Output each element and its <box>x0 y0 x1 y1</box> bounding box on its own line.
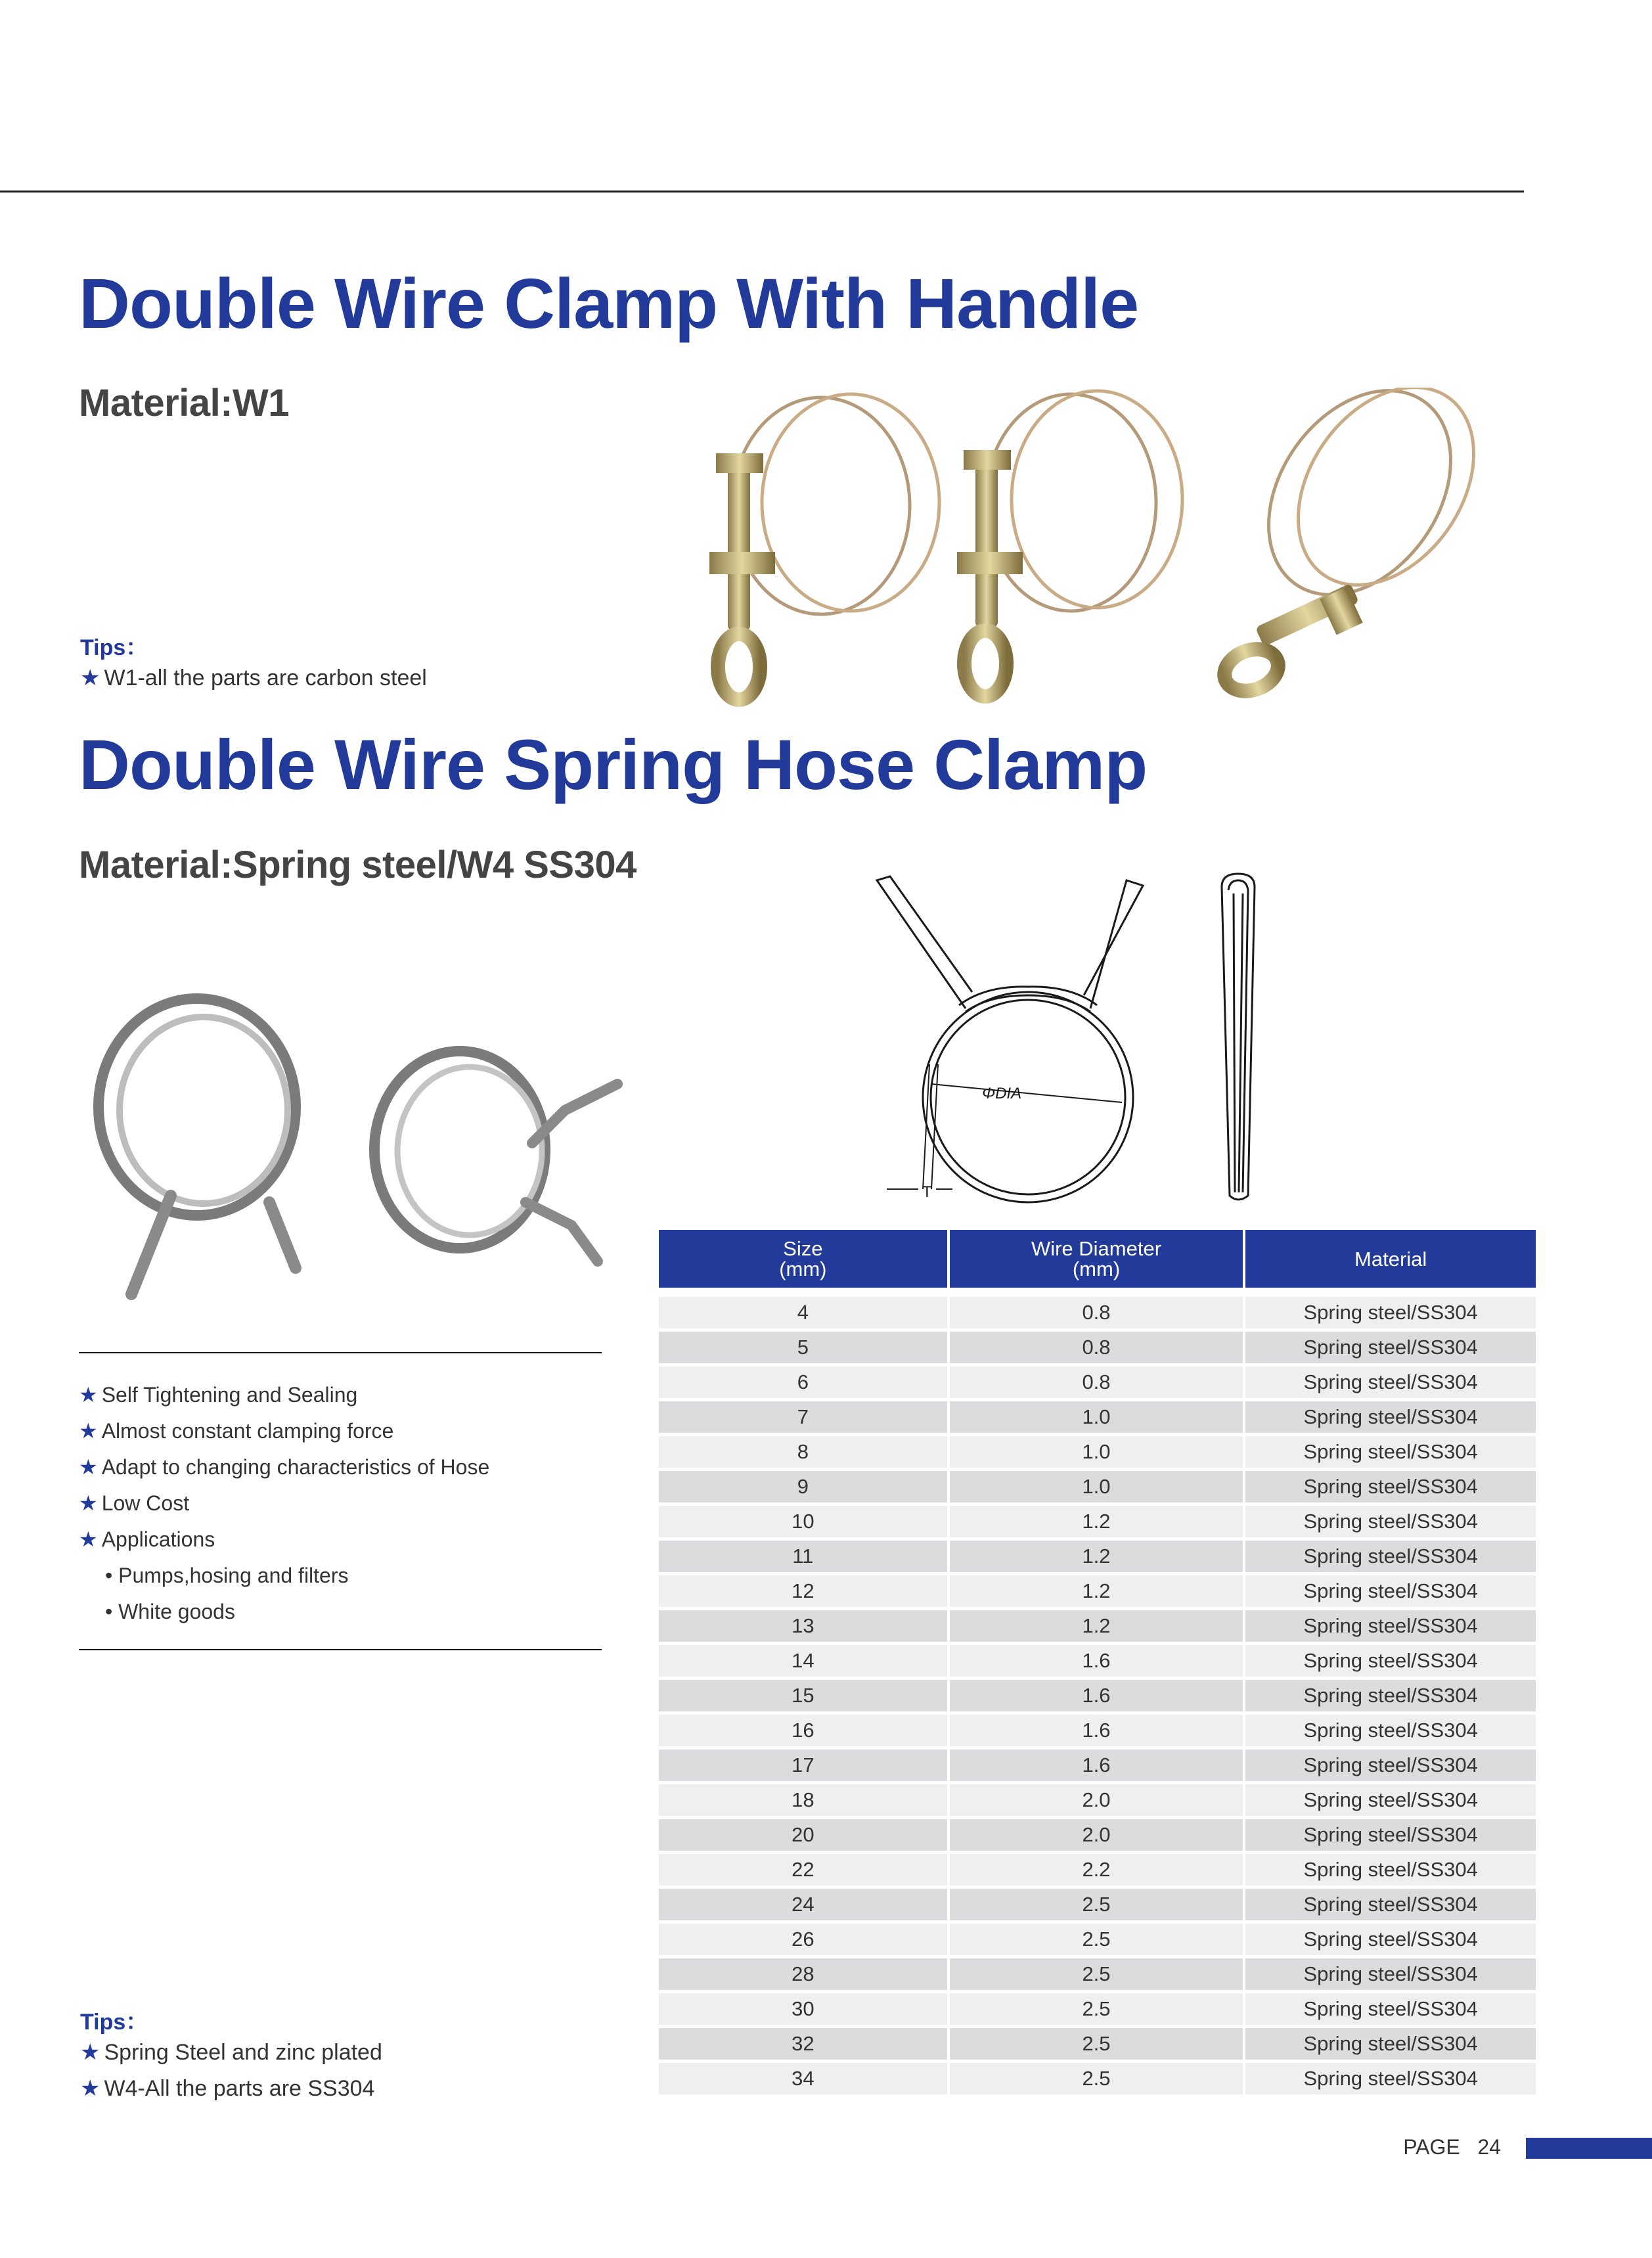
cell-wire-diameter: 1.6 <box>950 1715 1243 1746</box>
table-row <box>659 1924 1536 1955</box>
cell-material: Spring steel/SS304 <box>1245 2028 1536 2060</box>
feature-item: ★ Applications <box>79 1527 215 1551</box>
cell-material: Spring steel/SS304 <box>1245 1506 1536 1537</box>
cell-wire-diameter: 0.8 <box>950 1297 1243 1328</box>
cell-size: 12 <box>659 1575 947 1607</box>
star-icon: ★ <box>80 666 100 690</box>
clamp-photo-1 <box>709 394 939 700</box>
top-rule <box>0 191 1524 192</box>
cell-material: Spring steel/SS304 <box>1245 1680 1536 1711</box>
table-row <box>659 1471 1536 1502</box>
cell-size: 16 <box>659 1715 947 1746</box>
cell-size: 34 <box>659 2063 947 2094</box>
cell-size: 13 <box>659 1610 947 1642</box>
cell-wire-diameter: 1.0 <box>950 1436 1243 1468</box>
table-row <box>659 1750 1536 1781</box>
cell-wire-diameter: 1.2 <box>950 1506 1243 1537</box>
cell-size: 8 <box>659 1436 947 1468</box>
cell-wire-diameter: 2.0 <box>950 1784 1243 1816</box>
table-row <box>659 1610 1536 1642</box>
cell-wire-diameter: 1.2 <box>950 1541 1243 1572</box>
header-wire-diameter: Wire Diameter (mm) <box>950 1230 1243 1288</box>
cell-wire-diameter: 0.8 <box>950 1332 1243 1363</box>
cell-material: Spring steel/SS304 <box>1245 1401 1536 1433</box>
cell-material: Spring steel/SS304 <box>1245 1889 1536 1920</box>
application-item: • Pumps,hosing and filters <box>105 1564 349 1587</box>
page-number: PAGE 24 <box>1403 2135 1501 2159</box>
diagram-t-label: T <box>922 1183 932 1201</box>
cell-size: 18 <box>659 1784 947 1816</box>
cell-size: 28 <box>659 1958 947 1990</box>
star-icon: ★ <box>79 1527 98 1551</box>
section1-tip: ★ W1-all the parts are carbon steel <box>80 666 427 690</box>
cell-wire-diameter: 2.2 <box>950 1854 1243 1885</box>
cell-wire-diameter: 1.6 <box>950 1645 1243 1677</box>
star-icon: ★ <box>79 1419 98 1443</box>
cell-size: 30 <box>659 1993 947 2025</box>
table-row <box>659 2028 1536 2060</box>
section2-tip: ★ Spring Steel and zinc plated <box>80 2040 382 2065</box>
table-row <box>659 1541 1536 1572</box>
cell-material: Spring steel/SS304 <box>1245 1541 1536 1572</box>
section1-title: Double Wire Clamp With Handle <box>79 263 1139 343</box>
spring-hose-clamp-photo <box>72 979 637 1301</box>
cell-wire-diameter: 2.5 <box>950 1924 1243 1955</box>
header-material: Material <box>1245 1230 1536 1288</box>
cell-wire-diameter: 1.0 <box>950 1471 1243 1502</box>
cell-material: Spring steel/SS304 <box>1245 1645 1536 1677</box>
spring-clamp-diagram <box>867 867 1274 1215</box>
cell-wire-diameter: 1.0 <box>950 1401 1243 1433</box>
cell-material: Spring steel/SS304 <box>1245 1993 1536 2025</box>
cell-material: Spring steel/SS304 <box>1245 1575 1536 1607</box>
cell-wire-diameter: 1.6 <box>950 1680 1243 1711</box>
table-row <box>659 1332 1536 1363</box>
table-row <box>659 1889 1536 1920</box>
table-row <box>659 1366 1536 1398</box>
cell-material: Spring steel/SS304 <box>1245 1715 1536 1746</box>
table-row <box>659 1506 1536 1537</box>
table-row <box>659 1715 1536 1746</box>
table-row <box>659 1784 1536 1816</box>
section2-material: Material:Spring steel/W4 SS304 <box>79 844 636 886</box>
cell-size: 26 <box>659 1924 947 1955</box>
cell-wire-diameter: 2.0 <box>950 1819 1243 1851</box>
spring-clamp-photo-1 <box>99 999 296 1294</box>
star-icon: ★ <box>79 1491 98 1515</box>
table-row <box>659 1401 1536 1433</box>
cell-size: 20 <box>659 1819 947 1851</box>
cell-wire-diameter: 1.2 <box>950 1575 1243 1607</box>
cell-material: Spring steel/SS304 <box>1245 1750 1536 1781</box>
feature-item: ★ Self Tightening and Sealing <box>79 1383 358 1407</box>
cell-material: Spring steel/SS304 <box>1245 1610 1536 1642</box>
cell-material: Spring steel/SS304 <box>1245 1332 1536 1363</box>
cell-material: Spring steel/SS304 <box>1245 2063 1536 2094</box>
cell-wire-diameter: 1.6 <box>950 1750 1243 1781</box>
feature-item: ★ Adapt to changing characteristics of Hose <box>79 1455 490 1479</box>
cell-size: 4 <box>659 1297 947 1328</box>
section2-tips-heading: Tips： <box>80 2010 148 2035</box>
spec-table <box>659 1230 1536 2094</box>
cell-size: 24 <box>659 1889 947 1920</box>
application-item: • White goods <box>105 1600 235 1623</box>
cell-size: 11 <box>659 1541 947 1572</box>
section1-material: Material:W1 <box>79 382 290 424</box>
feature-item: ★ Low Cost <box>79 1491 190 1515</box>
table-row <box>659 1645 1536 1677</box>
features-top-rule <box>79 1352 602 1353</box>
cell-size: 6 <box>659 1366 947 1398</box>
star-icon: ★ <box>80 2040 100 2065</box>
cell-material: Spring steel/SS304 <box>1245 1436 1536 1468</box>
diagram-dia-label: ΦDIA <box>982 1085 1022 1102</box>
feature-item: ★ Almost constant clamping force <box>79 1419 394 1443</box>
clamp-photo-3 <box>1218 388 1485 698</box>
section2-title: Double Wire Spring Hose Clamp <box>79 725 1148 804</box>
section2-tip: ★ W4-All the parts are SS304 <box>80 2076 375 2101</box>
cell-wire-diameter: 2.5 <box>950 2063 1243 2094</box>
cell-wire-diameter: 2.5 <box>950 2028 1243 2060</box>
table-row <box>659 1575 1536 1607</box>
table-row <box>659 1297 1536 1328</box>
cell-size: 9 <box>659 1471 947 1502</box>
cell-wire-diameter: 0.8 <box>950 1366 1243 1398</box>
cell-size: 5 <box>659 1332 947 1363</box>
table-header <box>659 1230 1536 1288</box>
cell-material: Spring steel/SS304 <box>1245 1924 1536 1955</box>
table-row <box>659 2063 1536 2094</box>
cell-material: Spring steel/SS304 <box>1245 1784 1536 1816</box>
cell-size: 22 <box>659 1854 947 1885</box>
diagram-side-view <box>1222 874 1255 1200</box>
clamp-photo-2 <box>957 391 1182 696</box>
cell-size: 32 <box>659 2028 947 2060</box>
cell-size: 15 <box>659 1680 947 1711</box>
spring-clamp-photo-2 <box>374 1051 617 1261</box>
features-list <box>79 1382 489 1636</box>
table-body <box>659 1297 1536 2094</box>
cell-material: Spring steel/SS304 <box>1245 1958 1536 1990</box>
cell-wire-diameter: 2.5 <box>950 1958 1243 1990</box>
page-accent-bar <box>1526 2138 1652 2159</box>
cell-material: Spring steel/SS304 <box>1245 1854 1536 1885</box>
section1-tips-heading: Tips： <box>80 635 148 660</box>
header-size: Size (mm) <box>659 1230 947 1288</box>
wire-clamp-with-handle-photo <box>677 388 1485 729</box>
table-row <box>659 1436 1536 1468</box>
table-row <box>659 1819 1536 1851</box>
star-icon: ★ <box>80 2076 100 2101</box>
cell-size: 14 <box>659 1645 947 1677</box>
cell-wire-diameter: 2.5 <box>950 1889 1243 1920</box>
cell-size: 17 <box>659 1750 947 1781</box>
star-icon: ★ <box>79 1455 98 1479</box>
cell-wire-diameter: 2.5 <box>950 1993 1243 2025</box>
diagram-front-view <box>877 876 1143 1202</box>
cell-material: Spring steel/SS304 <box>1245 1297 1536 1328</box>
table-row <box>659 1993 1536 2025</box>
cell-size: 10 <box>659 1506 947 1537</box>
cell-material: Spring steel/SS304 <box>1245 1819 1536 1851</box>
table-row <box>659 1854 1536 1885</box>
table-row <box>659 1680 1536 1711</box>
cell-material: Spring steel/SS304 <box>1245 1366 1536 1398</box>
table-row <box>659 1958 1536 1990</box>
cell-wire-diameter: 1.2 <box>950 1610 1243 1642</box>
features-bottom-rule <box>79 1649 602 1650</box>
cell-size: 7 <box>659 1401 947 1433</box>
cell-material: Spring steel/SS304 <box>1245 1471 1536 1502</box>
star-icon: ★ <box>79 1383 98 1407</box>
